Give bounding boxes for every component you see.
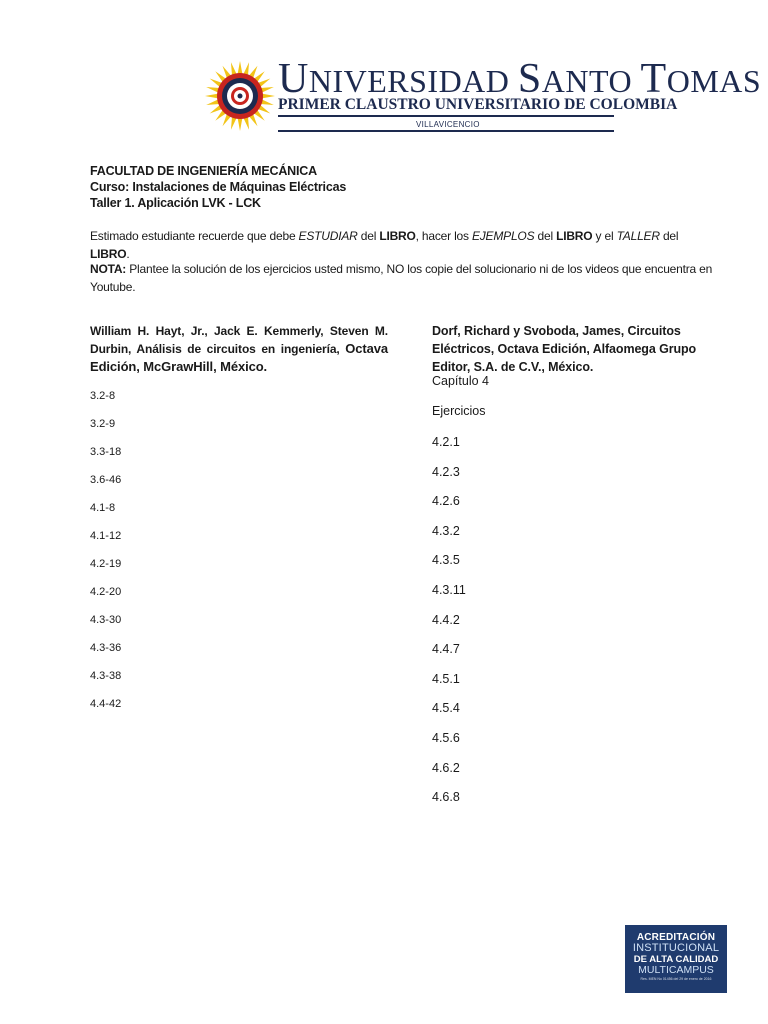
course-header (90, 163, 346, 211)
header-rule-bottom (278, 130, 614, 132)
header-rule-top (278, 115, 614, 117)
note-text: Plantee la solución de los ejercicios usted mismo, NO los copie del solucionario ni de los videos que encuentra en Youtube. (90, 262, 713, 294)
list-item: 4.6.2 (432, 760, 460, 775)
note-label: NOTA: (90, 262, 127, 276)
left-book-reference: William H. Hayt, Jr., Jack E. Kemmerly, Steven M. Durbin, Análisis de circuitos en ingeniería, Octava Edición, McGrawHill, México. (90, 324, 388, 374)
workshop-title: Taller 1. Aplicación LVK - LCK (90, 196, 261, 210)
list-item: 4.3-36 (90, 642, 122, 654)
list-item: 4.3.2 (432, 523, 460, 538)
list-item: 4.3.11 (432, 582, 466, 597)
list-item: 4.5.4 (432, 701, 460, 716)
left-exercise-list (90, 388, 121, 724)
list-item: 4.2-19 (90, 558, 122, 570)
list-item: 4.4-42 (90, 698, 122, 710)
list-item: 4.2.6 (432, 494, 460, 509)
list-item: 4.1-8 (90, 502, 116, 514)
list-item: 4.4.7 (432, 642, 460, 657)
university-seal-logo (204, 60, 276, 132)
list-item: 4.2-20 (90, 586, 122, 598)
list-item: 4.5.6 (432, 730, 460, 745)
list-item: 3.2-9 (90, 418, 116, 430)
seal-ray (238, 61, 243, 74)
faculty-title: FACULTAD DE INGENIERÍA MECÁNICA (90, 164, 317, 178)
list-item: 4.3.5 (432, 553, 460, 568)
chapter-label: Capítulo 4 (432, 374, 489, 388)
list-item: 4.2.3 (432, 464, 460, 479)
list-item: 3.3-18 (90, 446, 122, 458)
university-subtitle: PRIMER CLAUSTRO UNIVERSITARIO DE COLOMBIA (278, 96, 678, 113)
accreditation-badge: ACREDITACIÓN INSTITUCIONAL DE ALTA CALIDAD MULTICAMPUS Res. MEN No 01456 del 29 de enero de 2016 (625, 925, 727, 993)
list-item: 4.5.1 (432, 671, 460, 686)
list-item: 4.4.2 (432, 612, 460, 627)
list-item: 4.2.1 (432, 435, 460, 449)
campus-city: VILLAVICENCIO (416, 120, 480, 129)
list-item: 3.2-8 (90, 390, 116, 402)
university-name: UNIVERSIDAD SANTO TOMAS (278, 56, 762, 102)
seal-ray (205, 94, 218, 99)
course-title: Curso: Instalaciones de Máquinas Eléctricas (90, 180, 347, 194)
seal-ray (262, 94, 275, 99)
right-book-reference: Dorf, Richard y Svoboda, James, Circuitos Eléctricos, Octava Edición, Alfaomega Grupo Editor, S.A. de C.V., México. (432, 324, 697, 374)
right-exercise-list (432, 434, 466, 819)
instructions-paragraph: Estimado estudiante recuerde que debe ESTUDIAR del LIBRO, hacer los EJEMPLOS del LIBRO y el TALLER del LIBRO. (90, 229, 679, 261)
note-paragraph (90, 260, 715, 296)
exercises-label: Ejercicios (432, 404, 486, 418)
list-item: 4.1-12 (90, 530, 122, 542)
list-item: 4.3-38 (90, 670, 122, 682)
list-item: 4.6.8 (432, 790, 460, 805)
list-item: 3.6-46 (90, 474, 122, 486)
seal-ray (238, 118, 243, 131)
list-item: 4.3-30 (90, 614, 122, 626)
